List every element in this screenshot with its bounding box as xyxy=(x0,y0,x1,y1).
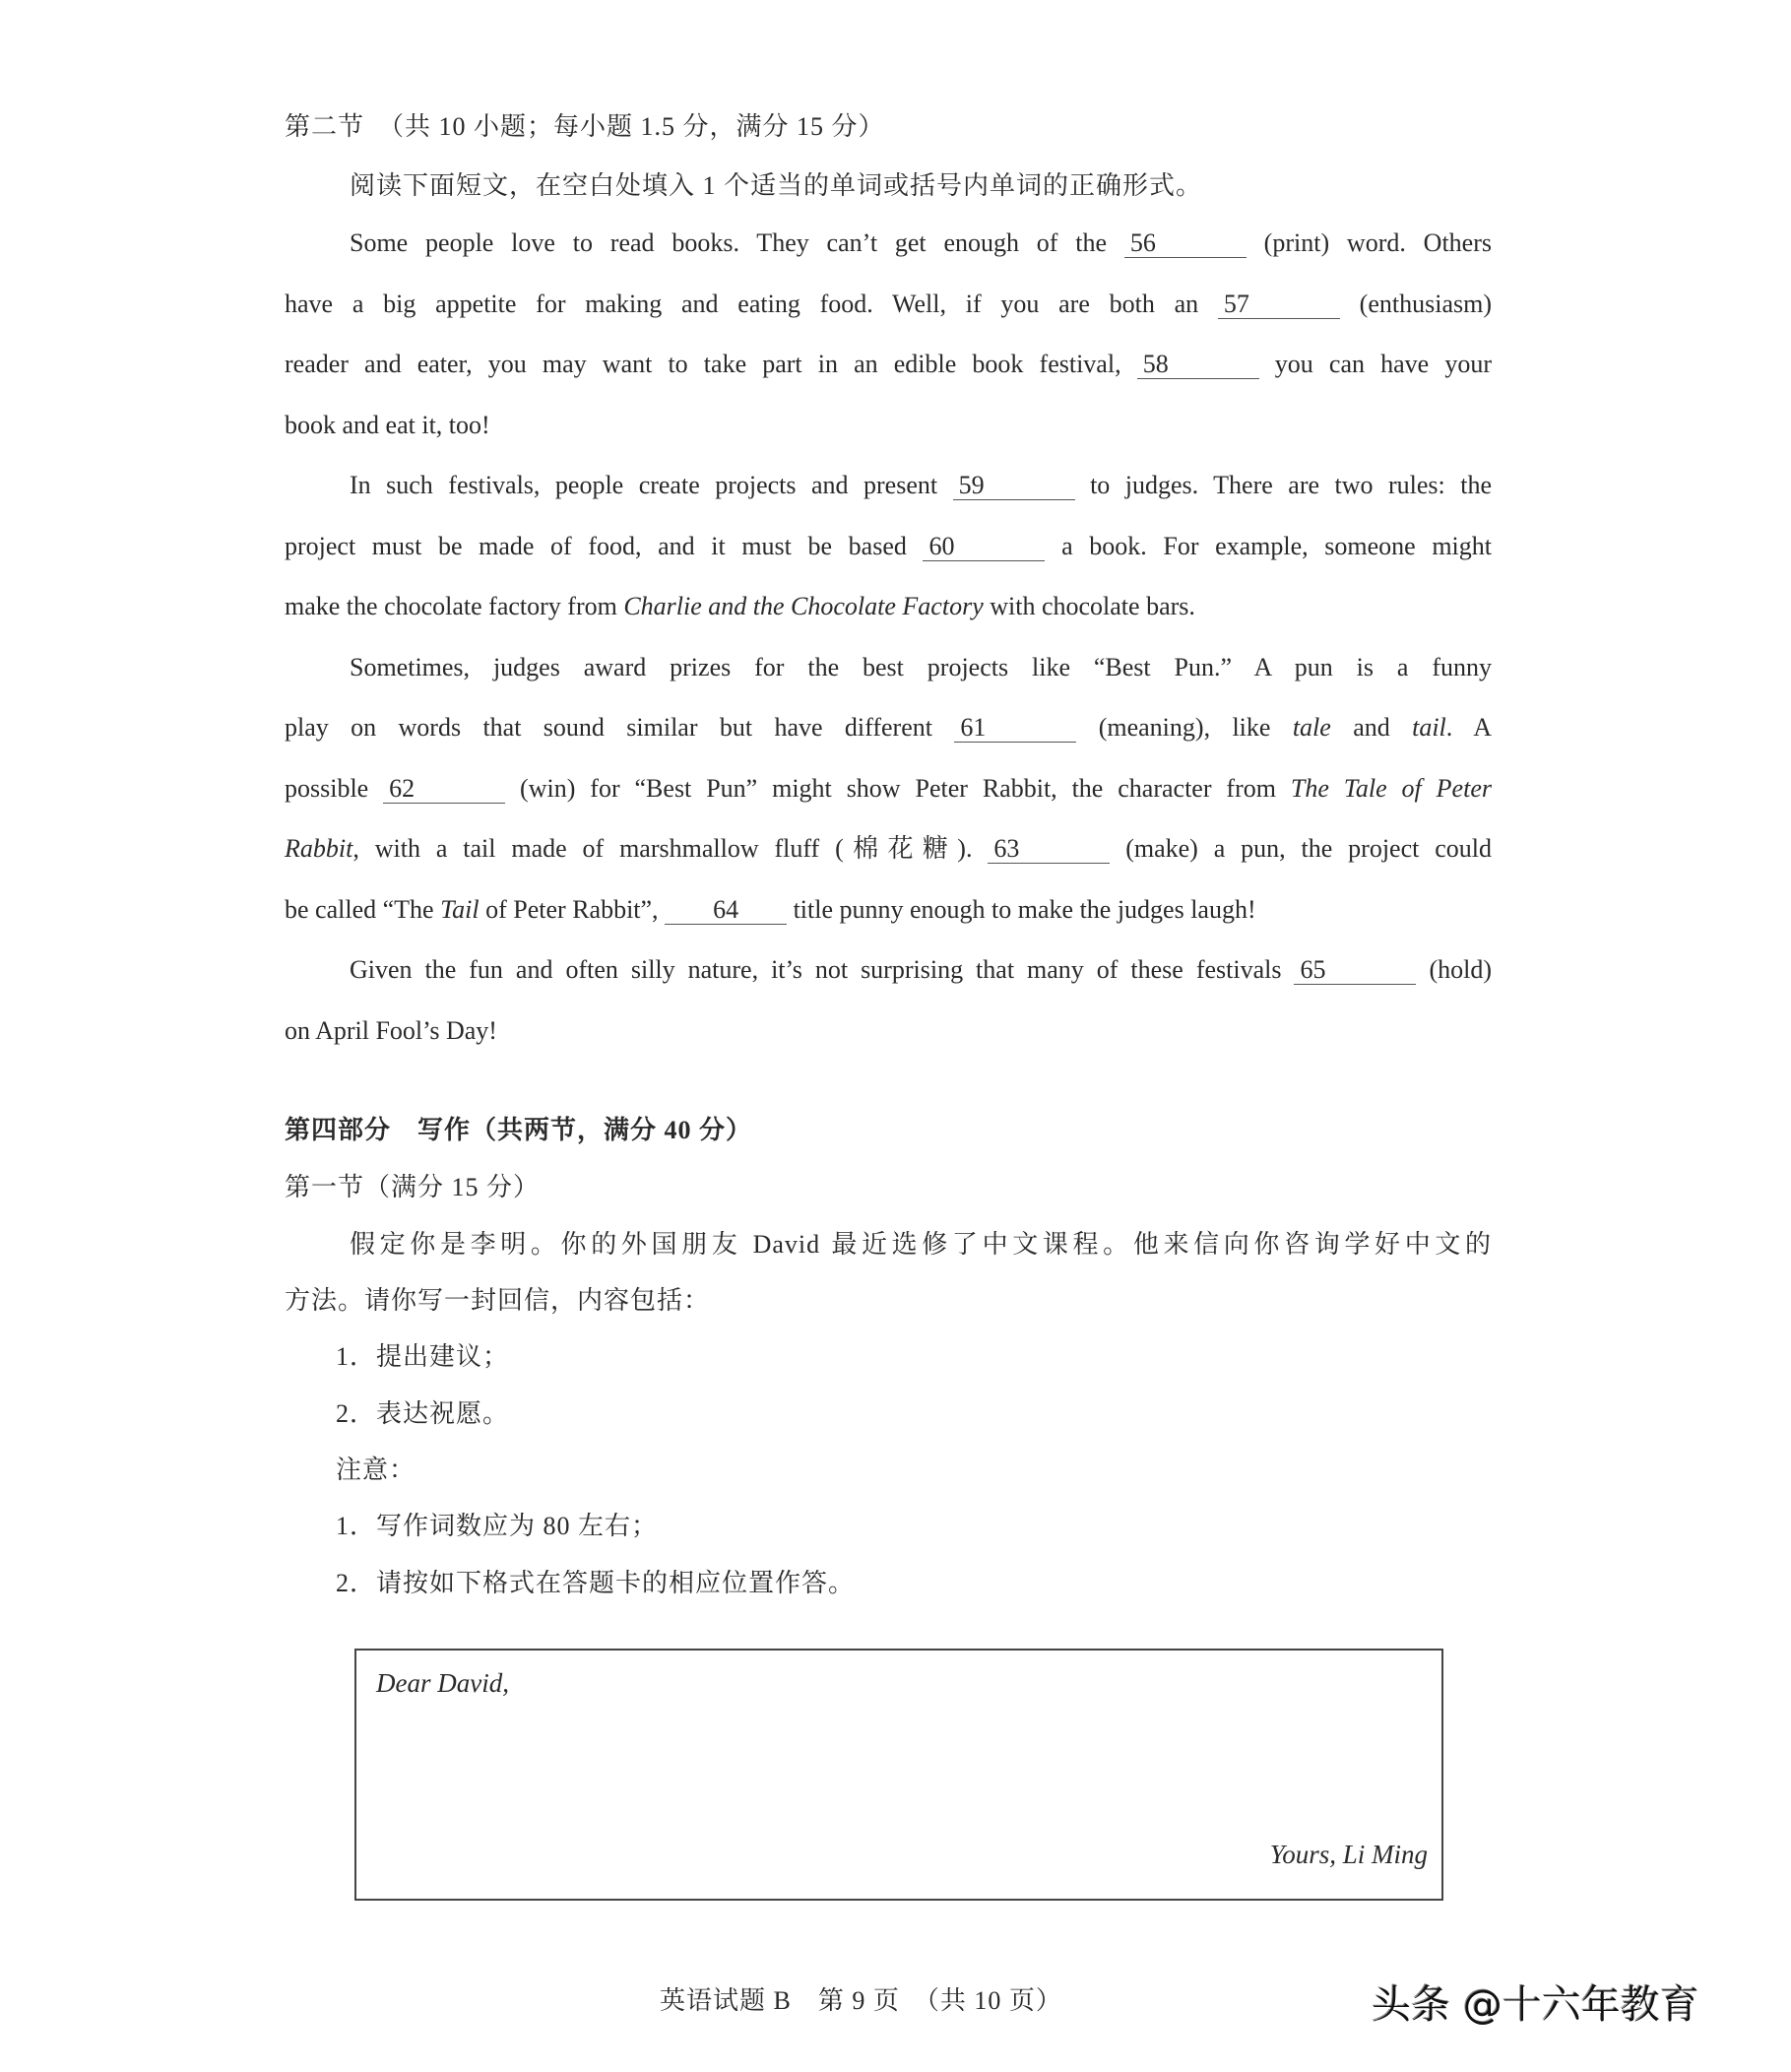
point-item: 2．表达祝愿。 xyxy=(336,1399,510,1428)
passage-line xyxy=(350,468,1492,503)
passage-line xyxy=(285,771,1492,807)
passage-line xyxy=(285,287,1492,322)
passage-text: (win) for “Best Pun” might show Peter Rabbit, the character from xyxy=(505,773,1291,803)
passage-text: , with a tail made of marshmallow fluff (棉花糖). xyxy=(352,834,989,863)
passage-line xyxy=(285,529,1492,564)
passage-text: you can have your xyxy=(1258,350,1492,378)
passage-line xyxy=(285,831,1492,867)
page-footer: 英语试题 B 第 9 页 （共 10 页） xyxy=(660,1986,1062,2015)
answer-blank: 58 xyxy=(1137,351,1259,379)
letter-format-box xyxy=(354,1649,1443,1901)
watermark: 头条 @十六年教育 xyxy=(1372,1982,1699,2028)
passage-text: of Peter Rabbit”, xyxy=(479,894,666,924)
note-item: 2．请按如下格式在答题卡的相应位置作答。 xyxy=(336,1569,856,1597)
point-item: 1．提出建议； xyxy=(336,1342,510,1371)
instruction: 阅读下面短文，在空白处填入 1 个适当的单词或括号内单词的正确形式。 xyxy=(350,171,1203,200)
passage-line xyxy=(350,650,1492,685)
italic-title: tale xyxy=(1292,713,1331,742)
passage-text: book and eat it, too! xyxy=(285,410,490,439)
passage-text: a book. For example, someone might xyxy=(1045,531,1492,560)
passage-text: (hold) xyxy=(1416,955,1492,984)
passage-line xyxy=(285,710,1492,745)
part4-heading: 第四部分 写作（共两节，满分 40 分） xyxy=(285,1116,753,1144)
answer-blank: 63 xyxy=(988,835,1110,864)
answer-blank: 57 xyxy=(1218,291,1340,319)
passage-text: on April Fool’s Day! xyxy=(285,1015,497,1045)
answer-blank: 60 xyxy=(923,533,1045,561)
section1-heading: 第一节（满分 15 分） xyxy=(285,1173,541,1201)
passage-text: (make) a pun, the project could xyxy=(1110,834,1492,863)
answer-blank: 56 xyxy=(1124,229,1247,258)
note-label: 注意： xyxy=(336,1456,416,1484)
italic-title: The Tale of Peter xyxy=(1290,773,1492,803)
answer-blank: 59 xyxy=(953,472,1075,500)
passage-text: make the chocolate factory from xyxy=(285,592,624,620)
passage-text: to judges. There are two rules: the xyxy=(1074,471,1492,499)
passage-text: possible xyxy=(285,773,384,803)
passage-text: play on words that sound similar but have different xyxy=(285,713,955,742)
passage-line xyxy=(285,347,1492,382)
passage-text: have a big appetite for making and eating food. Well, if you are both an xyxy=(285,289,1218,318)
passage-line xyxy=(350,952,1492,988)
passage-text: and xyxy=(1330,713,1413,742)
italic-title: Charlie and the Chocolate Factory xyxy=(623,592,984,620)
passage-text: Sometimes, judges award prizes for the best projects like “Best Pun.” A pun is a funny xyxy=(350,652,1492,681)
passage-line xyxy=(285,589,1492,624)
section-heading: 第二节 （共 10 小题；每小题 1.5 分，满分 15 分） xyxy=(285,112,885,141)
passage-text: (enthusiasm) xyxy=(1339,289,1492,318)
answer-blank: 64 xyxy=(665,896,787,925)
prompt-line: 方法。请你写一封回信，内容包括： xyxy=(285,1286,711,1315)
passage-text: project must be made of food, and it must be based xyxy=(285,531,924,560)
passage-text: (print) word. Others xyxy=(1246,228,1492,257)
passage-text: with chocolate bars. xyxy=(983,592,1195,620)
passage-line xyxy=(285,1013,1492,1049)
passage-line xyxy=(285,892,1492,928)
passage-text: In such festivals, people create projects and present xyxy=(350,471,953,499)
passage-text: reader and eater, you may want to take part in an edible book festival, xyxy=(285,350,1137,378)
passage-text: be called “The xyxy=(285,894,441,924)
note-item: 1．写作词数应为 80 左右； xyxy=(336,1512,659,1540)
passage-text: title punny enough to make the judges laugh! xyxy=(787,894,1256,924)
passage-text: Some people love to read books. They can’t get enough of the xyxy=(350,228,1124,257)
answer-blank: 65 xyxy=(1294,956,1416,985)
passage-line xyxy=(285,408,1492,443)
passage-text: (meaning), like xyxy=(1076,713,1293,742)
answer-blank: 62 xyxy=(383,775,505,804)
passage-text: . A xyxy=(1445,713,1492,742)
answer-blank: 61 xyxy=(954,714,1076,743)
italic-title: tail xyxy=(1412,713,1446,742)
letter-signoff: Yours, Li Ming xyxy=(1269,1840,1428,1869)
italic-title: Rabbit xyxy=(285,834,353,863)
prompt-line: 假定你是李明。你的外国朋友 David 最近选修了中文课程。他来信向你咨询学好中文的 xyxy=(350,1230,1492,1259)
passage-text: Given the fun and often silly nature, it’s not surprising that many of these festivals xyxy=(350,955,1295,984)
passage-line xyxy=(350,226,1492,261)
italic-title: Tail xyxy=(440,894,480,924)
letter-greeting: Dear David, xyxy=(376,1668,509,1698)
